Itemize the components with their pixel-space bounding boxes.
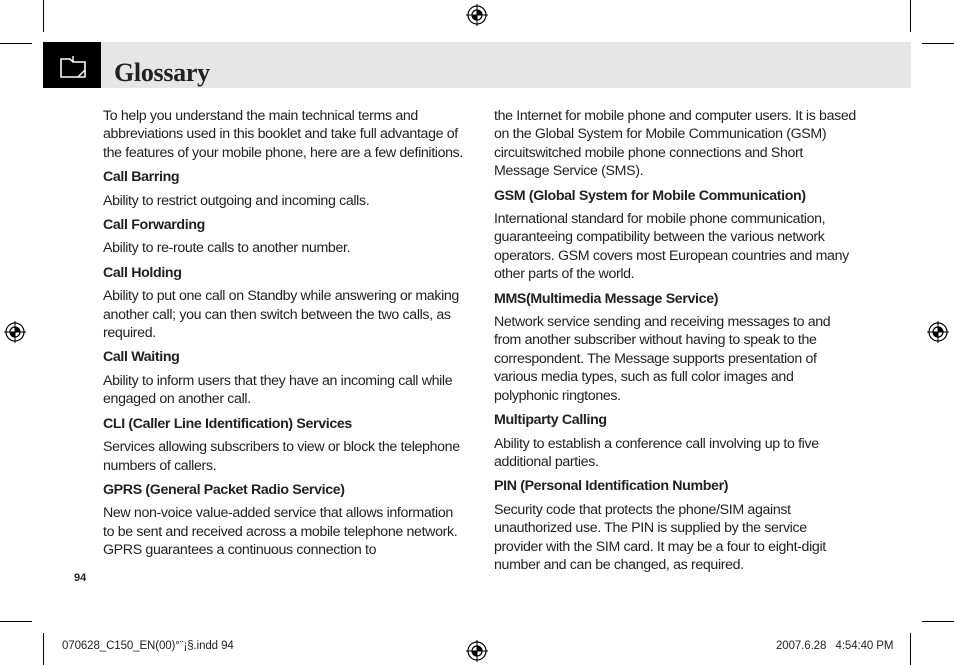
page-title: Glossary [114,58,210,87]
glossary-term: Call Forwarding [103,217,205,234]
crop-mark [0,621,32,622]
glossary-definition: Ability to inform users that they have an incoming call while engaged on another call. [103,372,453,408]
glossary-definition: Security code that protects the phone/SIM against unauthorized use. The PIN is supplied by the service provider with the SIM card. It may be a four to eight-digit number and can be changed, as required. [494,501,826,573]
glossary-definition: Ability to establish a conference call involving up to five additional parties. [494,435,819,470]
glossary-definition: Ability to re-route calls to another number. [103,240,351,257]
registration-mark-icon [466,4,488,26]
crop-mark [43,0,44,32]
glossary-definition-continued: the Internet for mobile phone and computer users. It is based on the Global System for Mobile Communication (GSM) circuitswitched mobile phone connections and Short Message Service (SMS). [494,108,856,180]
glossary-term: Multiparty Calling [494,412,607,429]
crop-mark [910,633,911,665]
glossary-column-left [103,107,465,560]
glossary-term: PIN (Personal Identification Number) [494,478,729,495]
glossary-term: GSM (Global System for Mobile Communication) [494,187,806,204]
glossary-term: Call Barring [103,169,180,186]
footer-date-time: 2007.6.28 4:54:40 PM [776,640,894,652]
page-number: 94 [74,572,87,584]
glossary-term: Call Holding [103,264,182,281]
glossary-definition: Ability to put one call on Standby while answering or making another call; you can then switch between the two calls, as required. [103,288,459,342]
glossary-term: CLI (Caller Line Identification) Services [103,415,352,432]
glossary-term: MMS(Multimedia Message Service) [494,290,719,307]
crop-mark [0,43,32,44]
footer-file-name: 070628_C150_EN(00)°¨¡§.indd 94 [62,640,234,652]
glossary-column-right [494,107,856,574]
crop-mark [922,621,954,622]
crop-mark [910,0,911,32]
registration-mark-icon [466,640,488,662]
glossary-definition: Services allowing subscribers to view or block the telephone numbers of callers. [103,439,460,474]
glossary-definition: Ability to restrict outgoing and incoming calls. [103,192,370,209]
glossary-definition: International standard for mobile phone communication, guaranteeing compatibility between the various network operators. GSM covers most European countries and many other parts of the world. [494,211,849,283]
glossary-term: GPRS (General Packet Radio Service) [103,481,345,498]
glossary-term: Call Waiting [103,349,180,366]
glossary-definition: Network service sending and receiving messages to and from another subscriber without having to speak to the correspondent. The Message supports presentation of various media types, such as full color images and polyphonic ringtones. [494,314,831,404]
crop-mark [43,633,44,665]
registration-mark-icon [4,321,26,343]
registration-mark-icon [927,321,949,343]
glossary-definition: New non-voice value-added service that allows information to be sent and received across a mobile telephone network. GPRS guarantees a continuous connection to [103,505,458,559]
crop-mark [922,43,954,44]
intro-text: To help you understand the main technical terms and abbreviations used in this booklet and take full advantage of the features of your mobile phone, here are a few definitions. [103,108,464,161]
notebook-icon [56,52,90,80]
